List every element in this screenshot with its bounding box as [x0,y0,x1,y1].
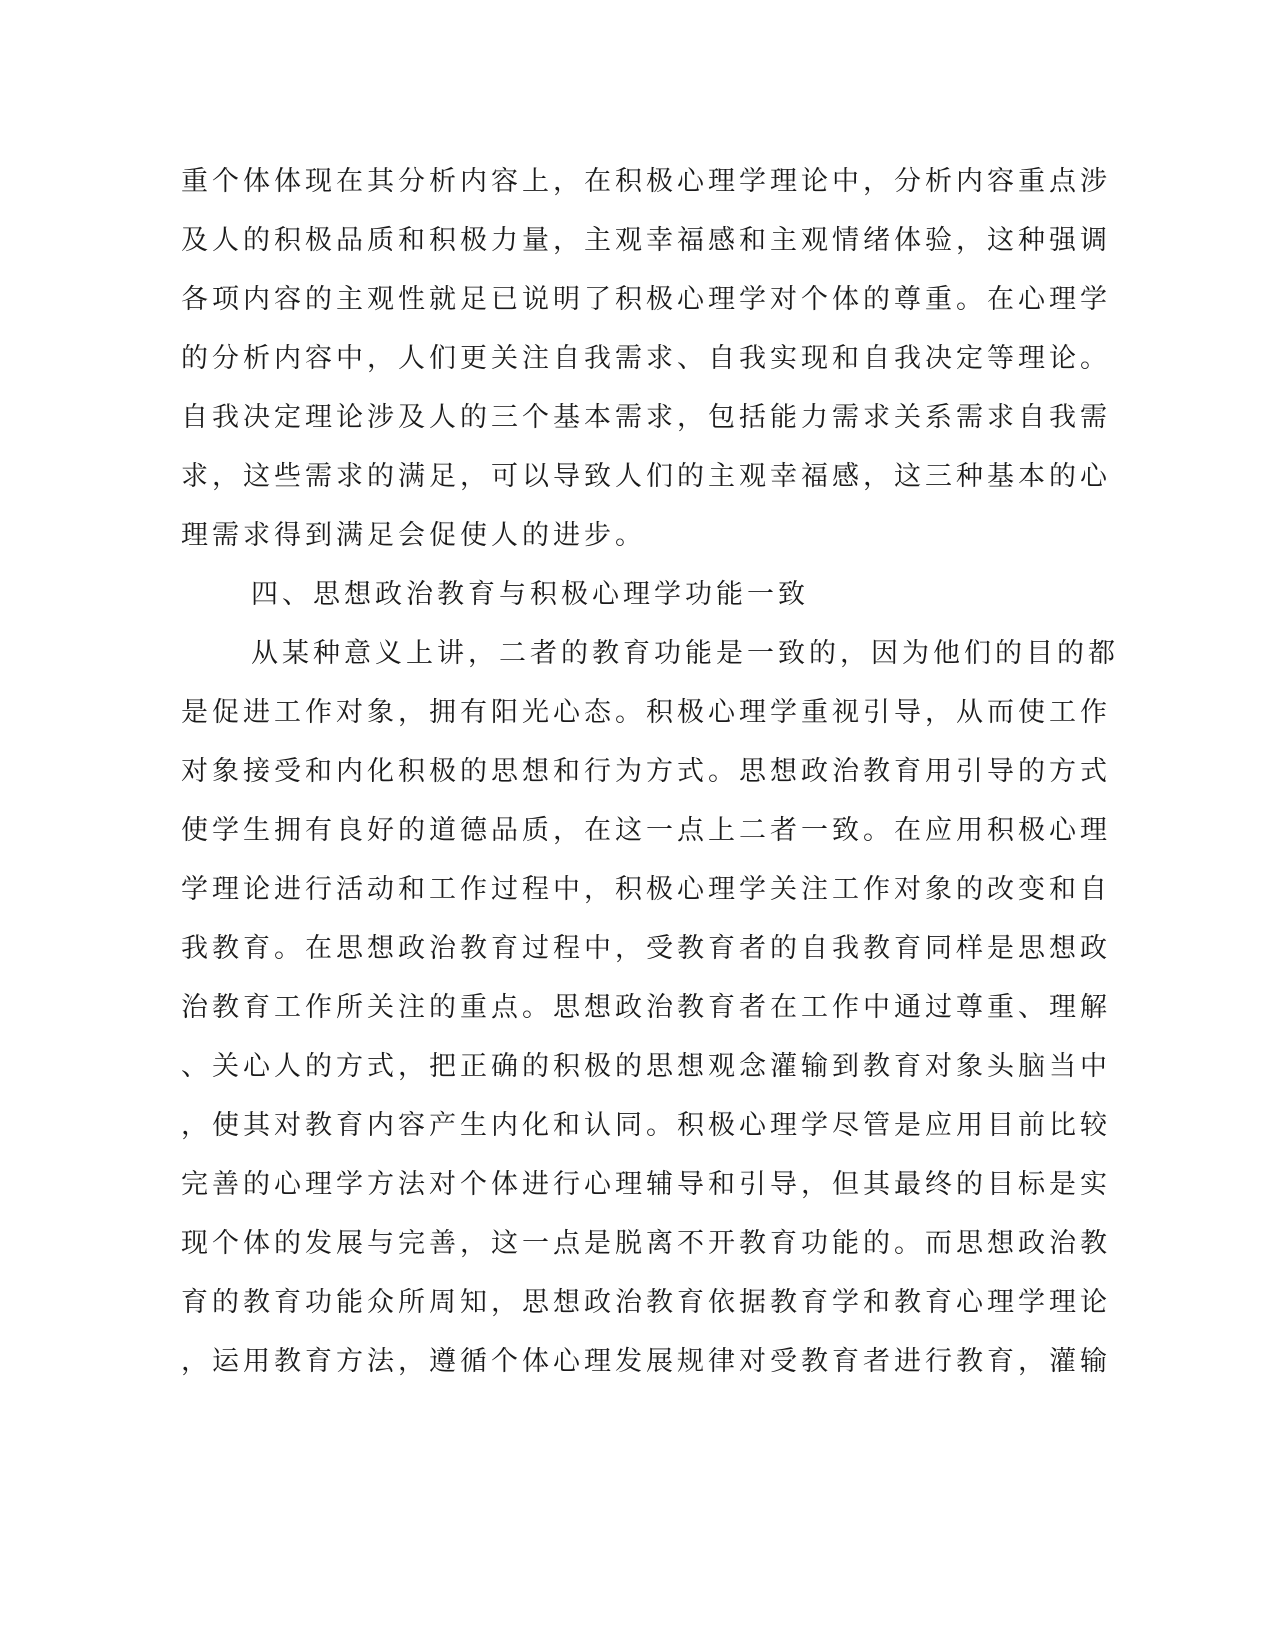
text-line: 的分析内容中，人们更关注自我需求、自我实现和自我决定等理论。 [181,343,1111,374]
text-line: 现个体的发展与完善，这一点是脱离不开教育功能的。而思想政治教 [181,1228,1111,1259]
text-line: 求，这些需求的满足，可以导致人们的主观幸福感，这三种基本的心 [181,461,1111,492]
text-line: 是促进工作对象，拥有阳光心态。积极心理学重视引导，从而使工作 [181,697,1111,728]
section-heading: 四、思想政治教育与积极心理学功能一致 [251,579,809,610]
text-line: 学理论进行活动和工作过程中，积极心理学关注工作对象的改变和自 [181,874,1111,905]
body-text [181,152,1119,1391]
text-line: 我教育。在思想政治教育过程中，受教育者的自我教育同样是思想政 [181,933,1111,964]
text-line: 治教育工作所关注的重点。思想政治教育者在工作中通过尊重、理解 [181,992,1111,1023]
text-line: 使学生拥有良好的道德品质，在这一点上二者一致。在应用积极心理 [181,815,1111,846]
text-line: 对象接受和内化积极的思想和行为方式。思想政治教育用引导的方式 [181,756,1111,787]
text-line: ，使其对教育内容产生内化和认同。积极心理学尽管是应用目前比较 [181,1110,1111,1141]
text-line: 理需求得到满足会促使人的进步。 [181,520,646,551]
text-line: 各项内容的主观性就足已说明了积极心理学对个体的尊重。在心理学 [181,284,1111,315]
text-line: 、关心人的方式，把正确的积极的思想观念灌输到教育对象头脑当中 [181,1051,1111,1082]
text-line: 及人的积极品质和积极力量，主观幸福感和主观情绪体验，这种强调 [181,225,1111,256]
text-line: 育的教育功能众所周知，思想政治教育依据教育学和教育心理学理论 [181,1287,1111,1318]
text-line: 从某种意义上讲，二者的教育功能是一致的，因为他们的目的都 [251,638,1119,669]
text-line: 完善的心理学方法对个体进行心理辅导和引导，但其最终的目标是实 [181,1169,1111,1200]
text-line: ，运用教育方法，遵循个体心理发展规律对受教育者进行教育，灌输 [181,1346,1111,1377]
text-line: 重个体体现在其分析内容上，在积极心理学理论中，分析内容重点涉 [181,166,1111,197]
text-line: 自我决定理论涉及人的三个基本需求，包括能力需求关系需求自我需 [181,402,1111,433]
